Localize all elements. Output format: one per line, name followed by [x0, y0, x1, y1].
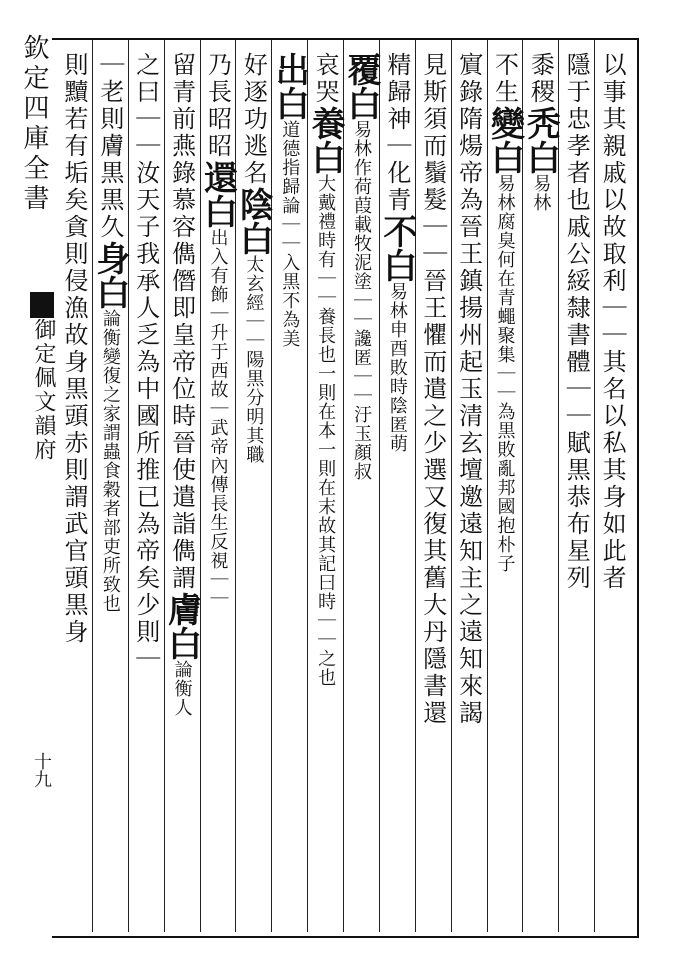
column-text: 黍稷 [526, 52, 555, 106]
column-text: 出入有飾｜升于西故｜武帝內傳長生反視｜｜ [207, 228, 229, 608]
column-rule [594, 40, 595, 932]
headword: 秃白 [520, 106, 561, 174]
column-text: 論衡變復之家謂蟲食穀者部吏所致也 [99, 309, 121, 613]
column-text: 不生 [490, 52, 519, 106]
column-rule [451, 40, 452, 932]
text-column [419, 52, 447, 727]
column-text: 貪則侵漁故身黒頭赤則謂武官頭黒身 [59, 214, 88, 646]
collection-title: 欽定四庫全書 [19, 34, 49, 214]
column-rule [164, 40, 165, 932]
text-column [340, 52, 381, 481]
column-text: 則黷若有垢矣 [59, 52, 88, 214]
headword: 不白 [376, 214, 417, 282]
headword: 變白 [484, 106, 525, 174]
column-rule [92, 40, 93, 932]
column-text: 賔錄隋煬帝為晉王鎮揚州起玉清玄壇邀遠知主之遠知來謁 [454, 52, 483, 727]
headword: 膚白 [161, 592, 202, 660]
text-column [197, 52, 238, 608]
column-text: 道德指歸論｜｜入黒不為美 [279, 120, 301, 348]
column-text: 大戴禮時有｜｜養長也一則在本一則在末故其記曰時｜｜之也 [315, 174, 337, 687]
text-column [484, 52, 525, 573]
column-text: 易林 [530, 174, 552, 212]
text-column [89, 52, 130, 613]
column-rule [415, 40, 416, 932]
column-text: 隱于忠孝者也戚公綏隸書體｜｜賦黒恭布星列 [562, 52, 591, 592]
column-text: 易林作荷葭載牧泥塗｜｜讒匿｜｜汙玉顏叔 [350, 120, 372, 481]
page-margin [0, 0, 56, 968]
page-number: 十九 [31, 752, 52, 788]
column-text: ｜老則膚黒黒久 [95, 52, 124, 241]
column-text: 哀哭 [311, 52, 340, 106]
headword: 覆白 [340, 52, 381, 120]
text-column [598, 52, 626, 592]
column-text: 論衡人 [171, 660, 193, 717]
text-column [60, 52, 88, 646]
text-column [562, 52, 590, 592]
headword: 陰白 [233, 187, 274, 255]
column-rule [379, 40, 380, 932]
text-column [305, 52, 346, 687]
column-text: 太玄經｜｜陽黒分明其職 [243, 255, 265, 464]
column-rule [271, 40, 272, 932]
column-text: 易林腐臭何在青蠅聚集｜｜為黒敗亂邦國抱朴子 [494, 174, 516, 573]
text-column [161, 52, 202, 717]
headword: 養白 [305, 106, 346, 174]
text-column [269, 52, 310, 348]
black-fishtail-mark [30, 292, 54, 318]
column-text: 少則｜ [131, 592, 160, 673]
text-column [376, 52, 417, 453]
column-text: 留青前燕錄慕容儁僭即皇帝位時晉使遣詣儁謂 [167, 52, 196, 592]
text-column [455, 52, 483, 727]
headword: 還白 [197, 160, 238, 228]
column-text: 精歸神｜化青 [382, 52, 411, 214]
column-text: 乃長昭昭 [203, 52, 232, 160]
text-column [132, 52, 160, 673]
text-column [520, 52, 561, 212]
column-text: 好逐功逃名 [239, 52, 268, 187]
headword: 出白 [269, 52, 310, 120]
column-rule [128, 40, 129, 932]
headword: 身白 [89, 241, 130, 309]
column-text: 之曰｜｜汝天子我承人乏為中國所推已為帝矣 [131, 52, 160, 592]
column-text: 見斯須而鬚髮｜｜晉王懼而遣之少選又復其舊大丹隱書還 [418, 52, 447, 727]
column-text: 易林申酉敗時陰匿萌 [386, 282, 408, 453]
text-column [233, 52, 274, 464]
book-title: 御定佩文韻府 [31, 318, 56, 462]
column-text: 以事其親戚以故取利｜｜其名以私其身如此者 [598, 52, 627, 592]
